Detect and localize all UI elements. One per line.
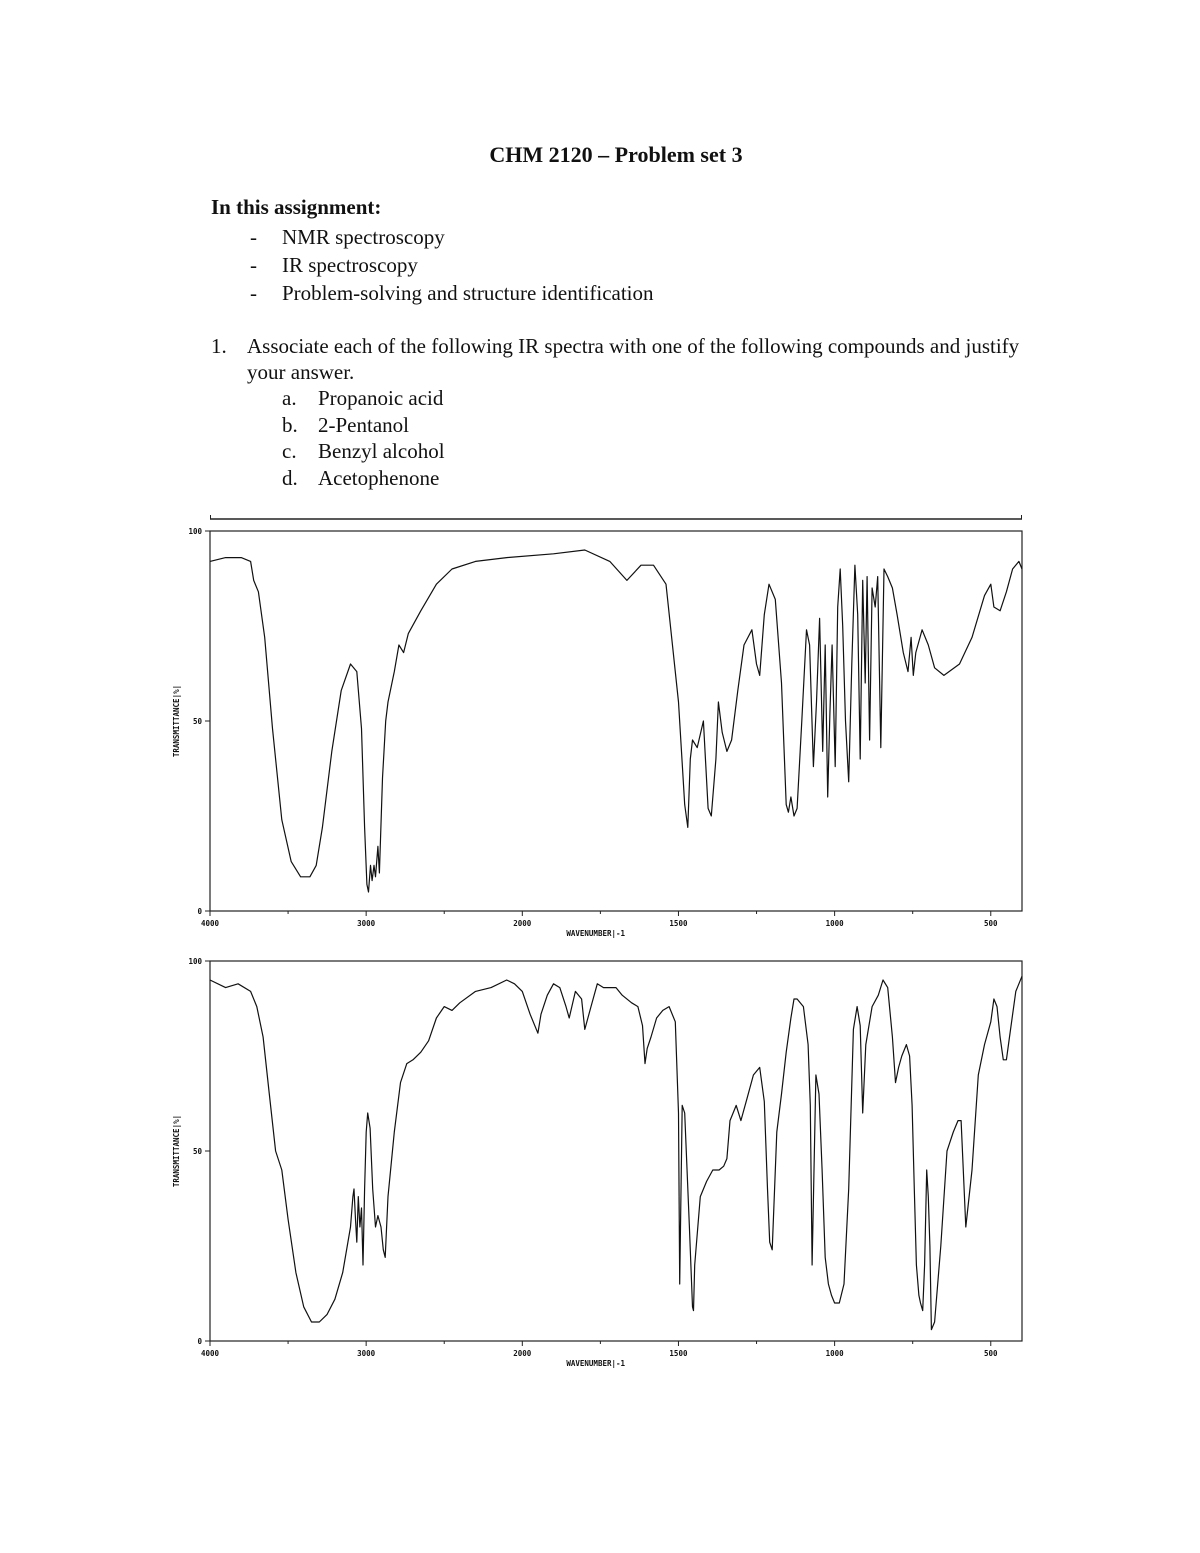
y-axis-label: TRANSMITTANCE|%| [172,1114,181,1188]
option-letter: c. [282,439,297,463]
spectrum-trace [210,550,1022,892]
topic-list [250,223,654,307]
plot-frame [210,961,1022,1341]
x-tick-label: 3000 [357,919,376,928]
option-text: Benzyl alcohol [318,439,445,463]
option-text: Propanoic acid [318,386,444,410]
x-tick-label: 1500 [669,1349,688,1358]
y-tick-label: 50 [192,717,202,726]
list-item [250,223,654,251]
y-axis-label: TRANSMITTANCE|%| [172,684,181,758]
section-heading: In this assignment: [211,195,382,219]
x-tick-label: 2000 [513,1349,532,1358]
option-text: Acetophenone [318,465,440,490]
option-letter: d. [282,465,298,490]
y-tick-label: 100 [188,957,202,966]
question-text: Associate each of the following IR spectra with one of the following compounds and justify your answer. [247,334,1020,384]
x-tick-label: 3000 [357,1349,376,1358]
y-tick-label: 0 [197,907,202,916]
x-axis-label: WAVENUMBER|-1 [566,1359,626,1368]
question-1 [211,333,1031,385]
list-dash: - [250,253,257,277]
x-tick-label: 2000 [513,919,532,928]
list-item-text: Problem-solving and structure identification [282,281,654,305]
y-tick-label: 100 [188,527,202,536]
plot-frame [210,531,1022,911]
list-item [282,412,445,439]
option-letter: a. [282,386,297,410]
ir-spectrum-1 [165,522,1035,947]
list-item [282,438,445,465]
spectrum-top-rule [210,515,1022,521]
y-tick-label: 0 [197,1337,202,1346]
x-tick-label: 1500 [669,919,688,928]
list-item-text: IR spectroscopy [282,253,418,277]
list-dash: - [250,281,257,305]
x-tick-label: 4000 [200,1349,220,1358]
y-tick-label: 50 [192,1147,202,1156]
ir-spectrum-2 [165,952,1035,1377]
option-list [282,385,445,491]
list-item [250,279,654,307]
x-tick-label: 1000 [825,919,844,928]
x-tick-label: 500 [983,919,998,928]
list-item [250,251,654,279]
x-axis-label: WAVENUMBER|-1 [566,929,626,938]
page-title: CHM 2120 – Problem set 3 [489,142,743,167]
option-letter: b. [282,412,298,437]
option-text: 2-Pentanol [318,412,409,437]
list-item [282,465,445,492]
list-item-text: NMR spectroscopy [282,225,445,249]
x-tick-label: 4000 [200,919,220,928]
x-tick-label: 1000 [825,1349,844,1358]
question-number: 1. [211,334,227,358]
list-item [282,385,445,412]
spectrum-trace [210,976,1022,1329]
x-tick-label: 500 [983,1349,998,1358]
list-dash: - [250,225,257,249]
